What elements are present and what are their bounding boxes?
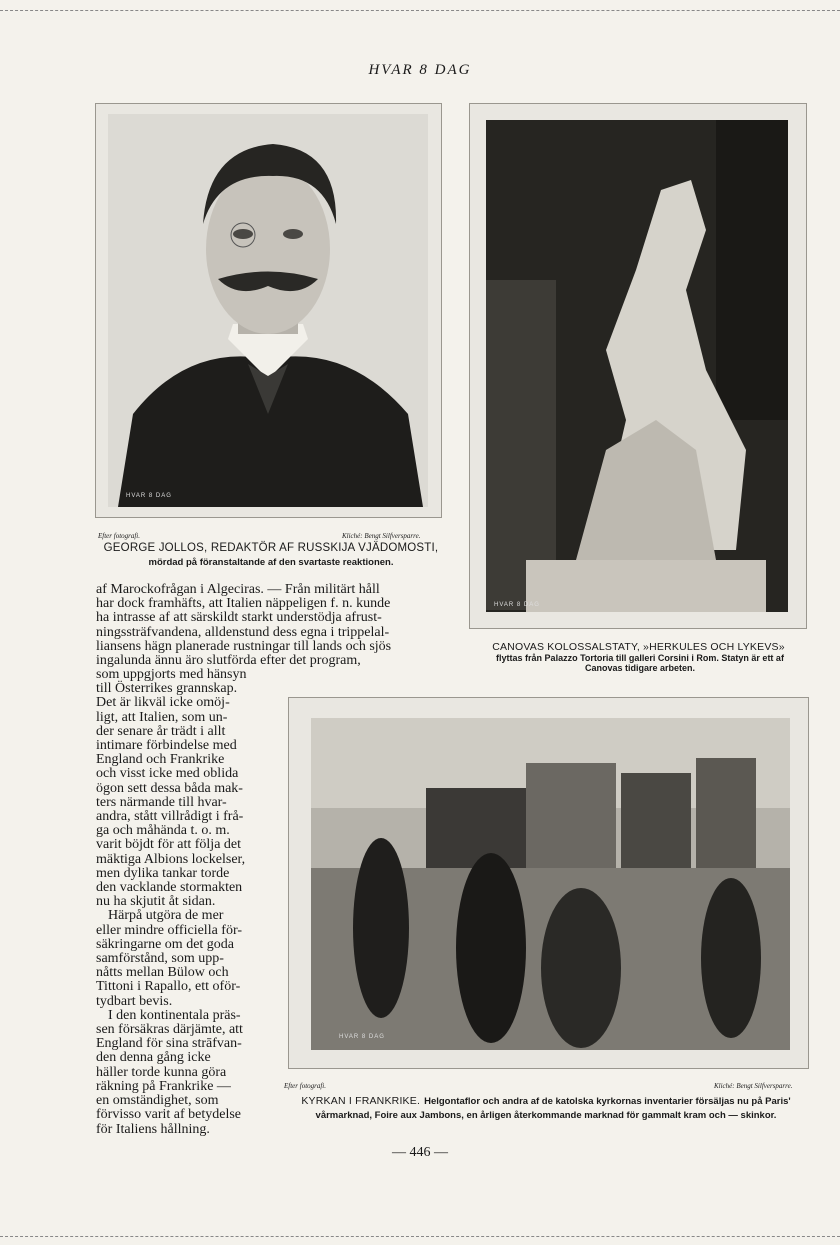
article-line: förvisso varit af betydelse [96, 1107, 242, 1123]
photo-watermark: HVAR 8 DAG [339, 1034, 385, 1040]
article-line: liansens hägn planerade rustningar till lands och sjös [96, 638, 392, 654]
market-photo-frame [288, 697, 809, 1069]
article-line: och visst icke med oblida [96, 766, 239, 782]
article-line: tydbart bevis. [96, 993, 173, 1009]
article-line: som uppgjorts med hänsyn [96, 667, 247, 682]
article-line: häller torde kunna göra [96, 1064, 227, 1080]
article-narrow-column [96, 668, 260, 1137]
article-line: ögon sett dessa båda mak- [96, 780, 243, 796]
portrait-photo-frame [95, 103, 442, 518]
article-line: mäktiga Albions lockelser, [96, 851, 246, 867]
market-photo [311, 718, 790, 1050]
bottom-edge-rule [0, 1236, 840, 1237]
article-line: ningssträfvandena, alldenstund dess egna i trippelal- [96, 624, 390, 640]
statue-caption-title: CANOVAS KOLOSSALSTATY, »HERKULES OCH LYKEVS» [492, 641, 785, 653]
article-line: eller mindre officiella för- [96, 922, 243, 938]
photo-credit-right: Kliché: Bengt Silfversparre. [714, 1082, 793, 1090]
top-edge-rule [0, 10, 840, 11]
article-line: England för sina strāfvan- [96, 1036, 242, 1052]
article-line: varit böjdt för att följa det [96, 837, 242, 853]
article-line: men dylika tankar torde [96, 865, 230, 881]
article-line: säkringarne om det goda [96, 936, 235, 952]
portrait-caption-text: mördad på föranstaltande af den svartaste reaktionen. [148, 557, 394, 568]
article-line: Härpå utgöra de mer [108, 908, 224, 924]
photo-watermark: HVAR 8 DAG [126, 493, 172, 499]
page-header-title: HVAR 8 DAG [368, 62, 472, 78]
article-line: samförstånd, som upp- [96, 951, 224, 967]
article-line: räkning på Frankrike — [96, 1078, 231, 1094]
article-line: den vacklande stormakten [96, 880, 243, 896]
article-line: Tittoni i Rapallo, ett oför- [96, 979, 241, 995]
article-line: intimare förbindelse med [96, 738, 237, 754]
article-line: ga och måhända t. o. m. [96, 823, 230, 839]
article-line: sen försäkras därjämte, att [96, 1022, 243, 1038]
article-line: Det är likväl icke omöj- [96, 695, 230, 711]
portrait-photo [108, 114, 428, 507]
article-line: England och Frankrike [96, 752, 225, 768]
market-caption-title: KYRKAN I FRANKRIKE. [301, 1095, 421, 1107]
article-line: till Österrikes grannskap. [96, 681, 238, 697]
market-caption-text: Helgontaflor och andra af de katolska kyrkornas inventarier försäljas nu på Paris' vårmarknad, Foire aux Jambons, en årligen återkommande marknad för gammalt kram och — skinkor. [315, 1096, 791, 1121]
portrait-illustration [108, 114, 428, 507]
article-line: för Italiens hållning. [96, 1121, 210, 1137]
statue-photo-frame [469, 103, 807, 629]
article-line: ingalunda ännu äro slutförda efter det program, [96, 653, 361, 669]
market-illustration [311, 718, 790, 1050]
market-caption [281, 1094, 811, 1122]
statue-caption-text: flyttas från Palazzo Tortoria till galleri Corsini i Rom. Statyn är ett af Canovas tidigare arbeten. [496, 653, 784, 673]
article-line: nåtts mellan Bülow och [96, 965, 229, 981]
statue-photo [486, 120, 788, 612]
statue-illustration [486, 120, 788, 612]
article-line: ters närmande till hvar- [96, 794, 227, 810]
photo-credit-right: Kliché: Bengt Silfversparre. [342, 532, 421, 540]
article-line: I den kontinentala präs- [108, 1007, 241, 1023]
article-line: den denna gång icke [96, 1050, 211, 1066]
article-line: af Marockofrågan i Algeciras. — Från militärt håll [96, 582, 380, 597]
article-line: der senare år trädt i allt [96, 723, 226, 739]
article-line: andra, stått villrådigt i frå- [96, 809, 244, 825]
photo-credit-left: Efter fotografi. [98, 532, 140, 540]
photo-credit-left: Efter fotografi. [284, 1082, 326, 1090]
page-number: — 446 — [392, 1145, 448, 1160]
article-line: en omständighet, som [96, 1093, 219, 1109]
article-line: nu ha skjutit åt sidan. [96, 894, 216, 910]
article-line: har dock framhäfts, att Italien näppeligen f. n. kunde [96, 596, 391, 612]
article-wide-column [96, 583, 440, 668]
article-line: ligt, att Italien, som un- [96, 709, 228, 725]
article-line: ha intrasse af att särskildt starkt understödja afrust- [96, 610, 382, 626]
portrait-caption-title: GEORGE JOLLOS, REDAKTÖR AF RUSSKIJA VJÄDOMOSTI, [103, 542, 439, 554]
photo-watermark: HVAR 8 DAG [494, 602, 540, 608]
